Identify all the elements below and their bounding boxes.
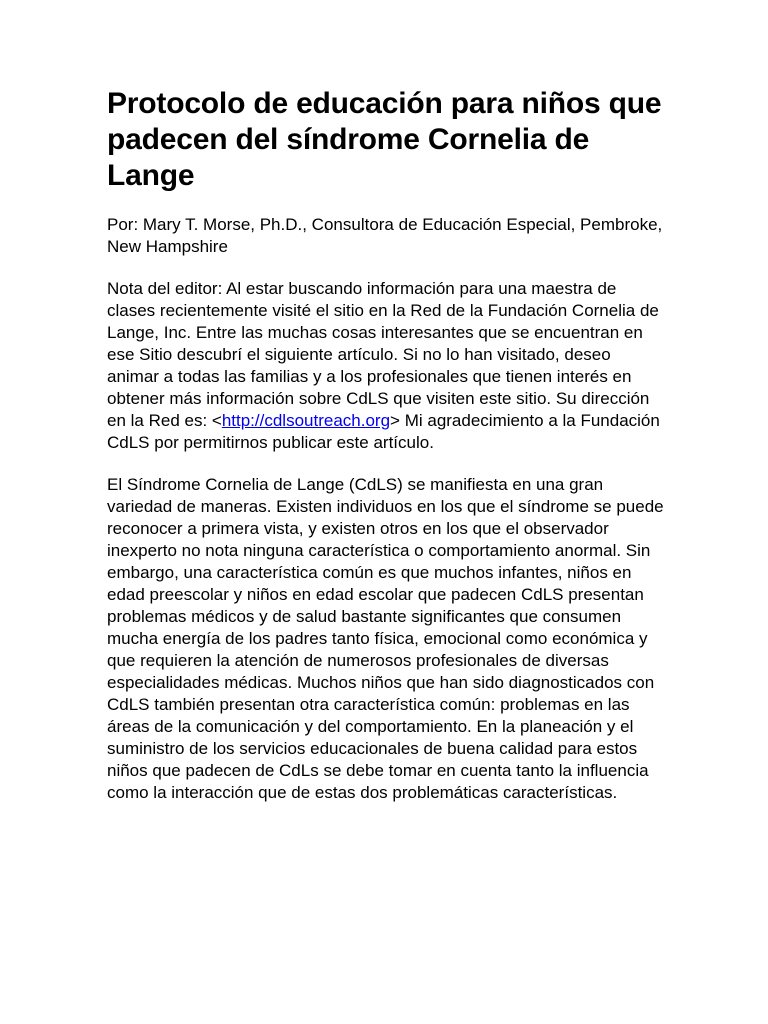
document-title: Protocolo de educación para niños que padecen del síndrome Cornelia de Lange [107,87,662,192]
editor-note [107,278,667,454]
body-paragraph: El Síndrome Cornelia de Lange (CdLS) se manifiesta en una gran variedad de maneras. Existen individuos en los que el síndrome se puede reconocer a primera vista, y existen otros en los que el observador inexperto no nota ninguna característica o comportamiento anormal. Sin embargo, una característica común es que muchos infantes, niños en edad preescolar y niños en edad escolar que padecen CdLS presentan problemas médicos y de salud bastante significantes que consumen mucha energía de los padres tanto física, emocional como económica y que requieren la atención de numerosos profesionales de diversas especialidades médicas. Muchos niños que han sido diagnosticados con CdLS también presentan otra característica común: problemas en las áreas de la comunicación y del comportamiento. En la planeación y el suministro de los servicios educacionales de buena calidad para estos niños que padecen de CdLs se debe tomar en cuenta tanto la influencia como la interacción que de estas dos problemáticas características. [107,475,664,802]
editor-note-text: Nota del editor: Al estar buscando información para una maestra de clases recientemente visité el sitio en la Red de la Fundación Cornelia de Lange, Inc. Entre las muchas cosas interesantes que se encuentran en ese Sitio descubrí el siguiente artículo. Si no lo han visitado, deseo animar a todas las familias y a los profesionales que tienen interés en obtener más información sobre CdLS que visiten este sitio. Su dirección en la Red es: < [107,279,659,430]
website-link[interactable]: http://cdlsoutreach.org [221,411,391,430]
document-page [107,86,667,804]
editor-note-text-end: > Mi agradecimiento a la Fundación CdLS por permitirnos publicar este artículo. [107,411,660,452]
author-byline: Por: Mary T. Morse, Ph.D., Consultora de Educación Especial, Pembroke, New Hampshire [107,215,663,256]
